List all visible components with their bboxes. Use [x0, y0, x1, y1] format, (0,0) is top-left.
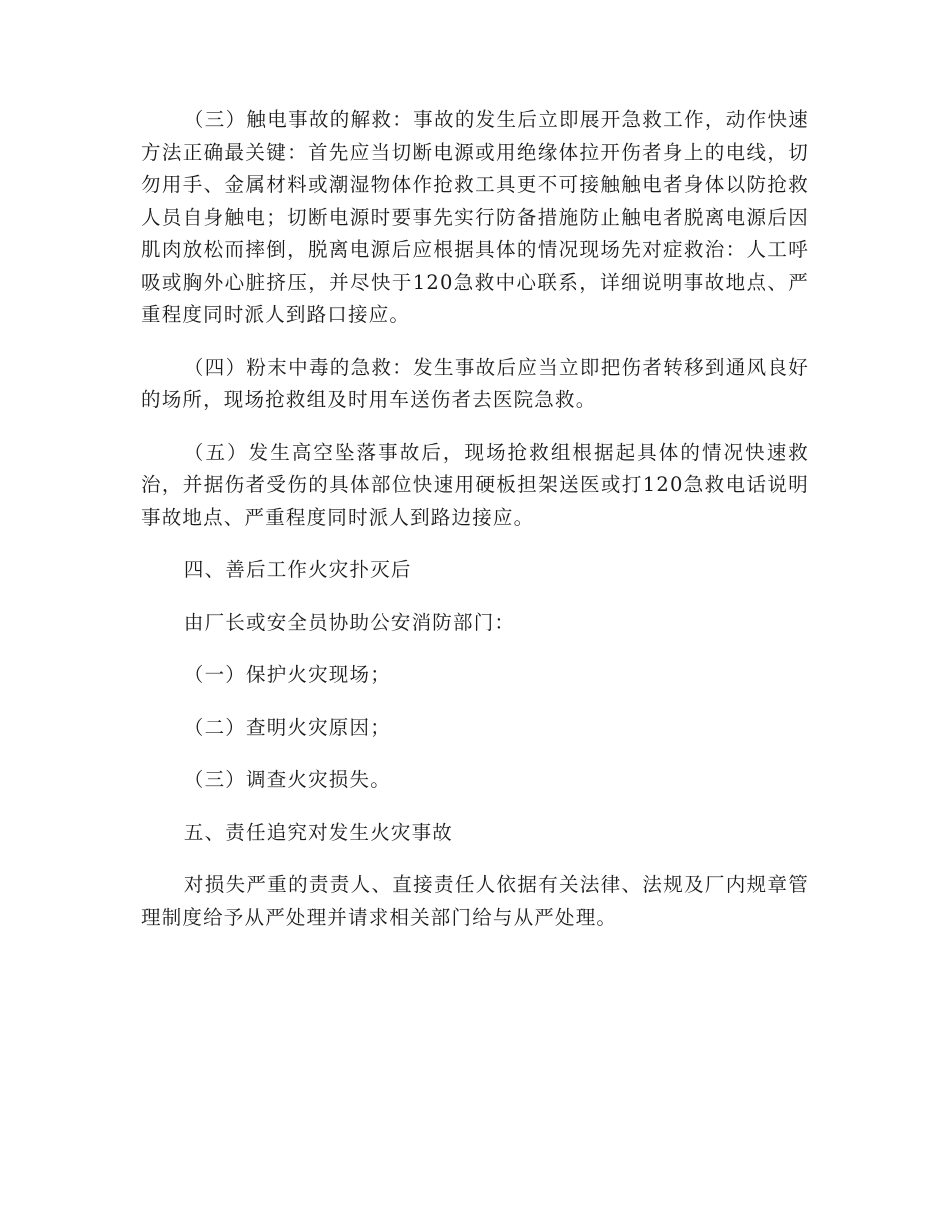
section-heading-aftermath: 四、善后工作火灾扑灭后	[183, 558, 412, 581]
list-item-investigate-loss: （三）调查火灾损失。	[183, 768, 391, 791]
list-item-protect-scene: （一）保护火灾现场；	[183, 663, 391, 686]
document-body	[141, 104, 809, 954]
paragraph-dust-poisoning-rescue: （四）粉末中毒的急救：发生事故后应当立即把伤者转移到通风良好的场所，现场抢救组及时用车送伤者去医院急救。	[141, 355, 809, 411]
section-heading-accountability: 五、责任追究对发生火灾事故	[183, 820, 453, 844]
paragraph-electric-shock-rescue: （三）触电事故的解救：事故的发生后立即展开急救工作，动作快速方法正确最关键：首先应当切断电源或用绝缘体拉开伤者身上的电线，切勿用手、金属材料或潮湿物体作抢救工具更不可接触触电者身体以防抢救人员自身触电；切断电源时要事先实行防备措施防止触电者脱离电源后因肌肉放松而摔倒，脱离电源后应根据具体的情况现场先对症救治：人工呼吸或胸外心脏挤压，并尽快于120急救中心联系，详细说明事故地点、严重程度同时派人到路口接应。	[141, 108, 809, 326]
paragraph-accountability-detail: 对损失严重的责责人、直接责任人依据有关法律、法规及厂内规章管理制度给予从严处理并请求相关部门给与从严处理。	[141, 873, 809, 929]
paragraph-assist-fire-department: 由厂长或安全员协助公安消防部门：	[183, 610, 516, 634]
paragraph-fall-accident-rescue: （五）发生高空坠落事故后，现场抢救组根据起具体的情况快速救治，并据伤者受伤的具体部位快速用硬板担架送医或打120急救电话说明事故地点、严重程度同时派人到路边接应。	[141, 440, 809, 529]
list-item-find-cause: （二）查明火灾原因；	[183, 715, 391, 739]
